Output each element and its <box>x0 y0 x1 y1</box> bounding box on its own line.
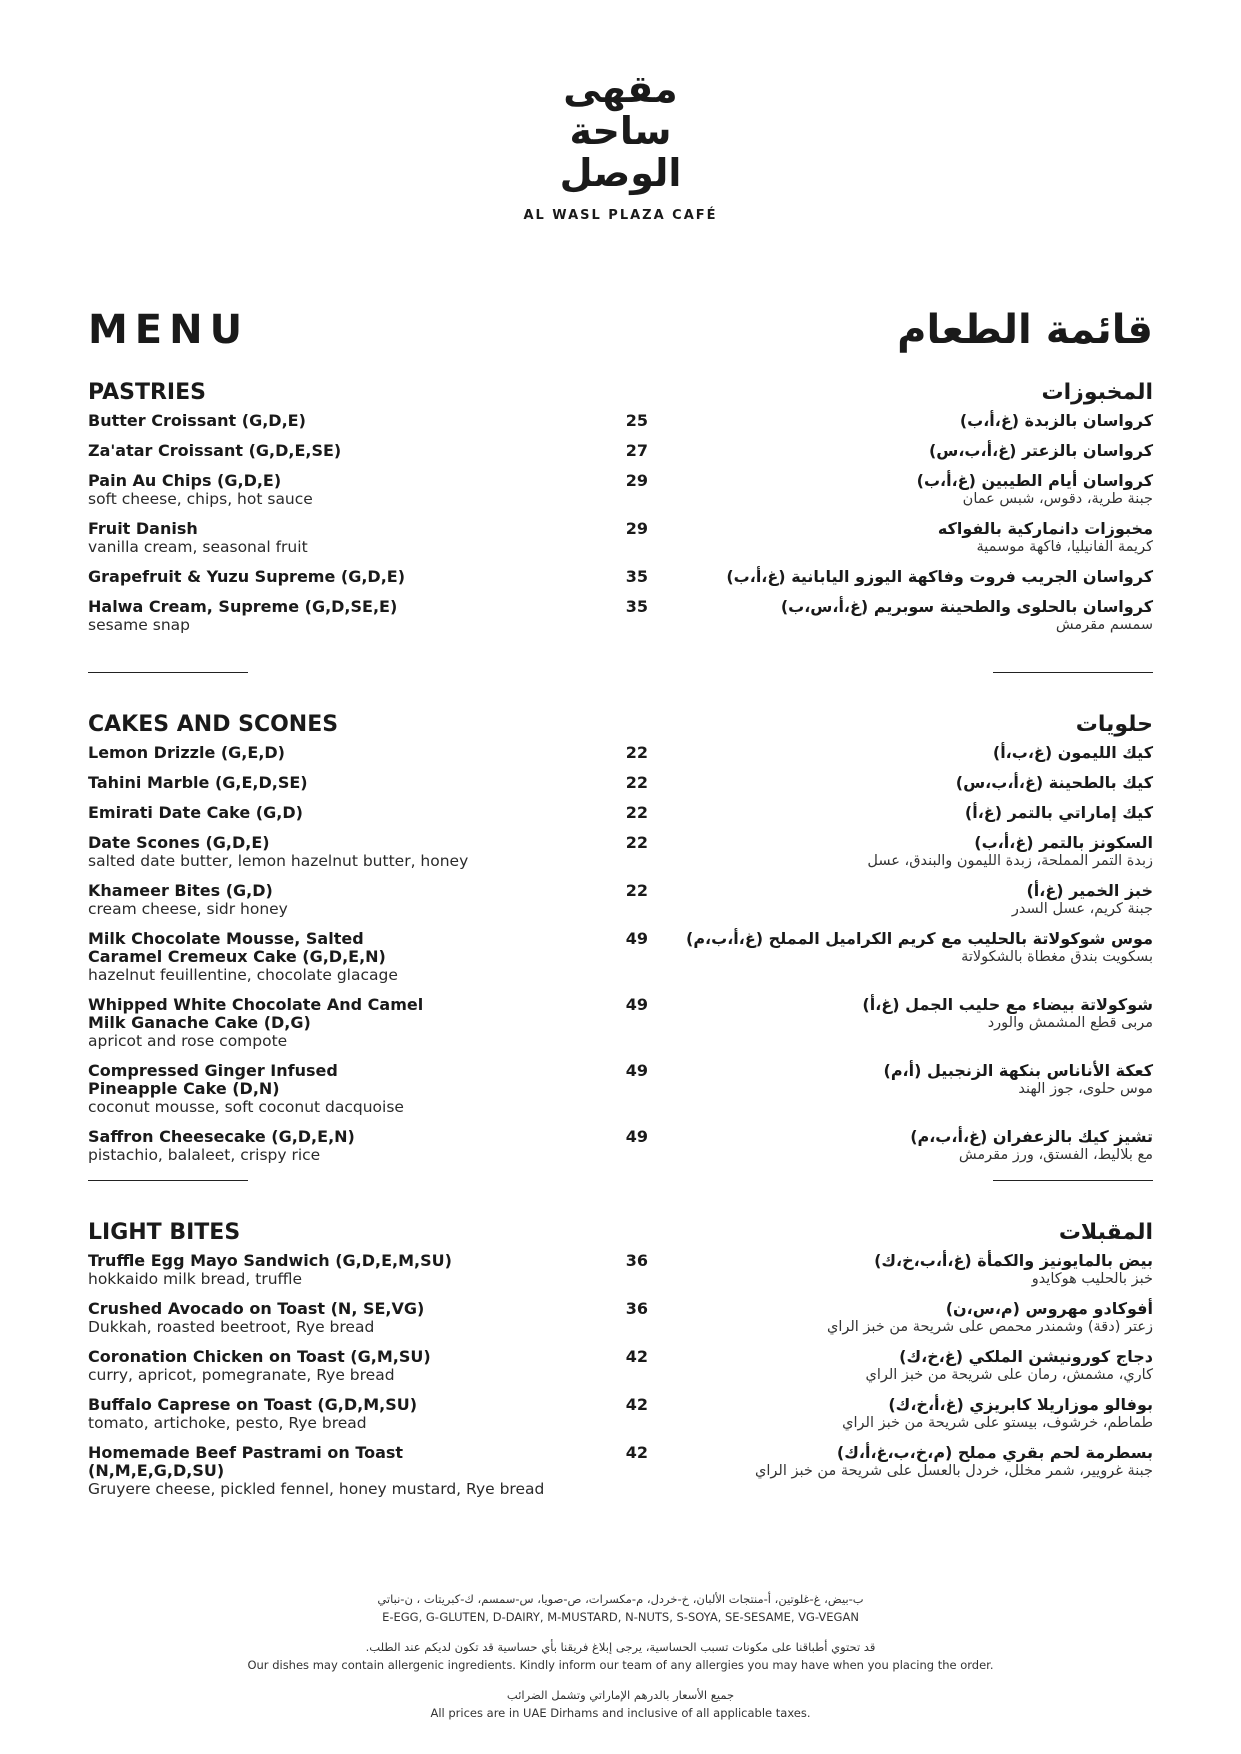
logo-english: AL WASL PLAZA CAFÉ <box>523 208 718 223</box>
item-name-arabic: بوفالو موزاريلا كابريزي (غ،أ،خ،ك) <box>888 1395 1153 1414</box>
menu-item <box>88 1396 648 1432</box>
item-description-english: Dukkah, roasted beetroot, Rye bread <box>88 1318 375 1336</box>
item-name-arabic: مخبوزات دانماركية بالفواكه <box>937 519 1153 538</box>
section-1-arabic <box>633 710 1153 1176</box>
allergen-key-arabic: ب-بيض، غ-غلوتين، أ-منتجات الألبان، خ-خردل، م-مكسرات، ص-صويا، س-سمسم، ك-كبريتات ، ن-نباتي <box>377 1592 864 1606</box>
item-description-english: Gruyere cheese, pickled fennel, honey mustard, Rye bread <box>88 1480 545 1498</box>
menu-item <box>88 996 648 1050</box>
item-price: 29 <box>625 519 648 538</box>
menu-item-arabic <box>633 1252 1153 1288</box>
section-2-english <box>88 1218 648 1510</box>
section-2-arabic <box>633 1218 1153 1510</box>
item-description-arabic: جبنة كريم، عسل السدر <box>1011 901 1153 917</box>
item-price: 22 <box>625 773 648 792</box>
section-divider-left <box>88 672 248 673</box>
item-name-arabic: كعكة الأناناس بنكهة الزنجبيل (أ،م) <box>883 1061 1153 1080</box>
item-name-english: Date Scones (G,D,E) <box>88 833 270 852</box>
item-name-arabic: بيض بالمايونيز والكمأة (غ،أ،ب،خ،ك) <box>874 1251 1153 1270</box>
item-description-english: curry, apricot, pomegranate, Rye bread <box>88 1366 395 1384</box>
logo-arabic-line-3: الوصل <box>559 151 682 195</box>
item-name-arabic: كرواسان بالزبدة (غ،أ،ب) <box>959 411 1153 430</box>
item-price: 22 <box>625 881 648 900</box>
item-name-arabic: شوكولاتة بيضاء مع حليب الجمل (غ،أ) <box>862 995 1153 1014</box>
item-name-english: Crushed Avocado on Toast (N, SE,VG) <box>88 1299 425 1318</box>
item-name-arabic: دجاج كورونيشن الملكي (غ،خ،ك) <box>899 1347 1153 1366</box>
item-price: 49 <box>625 929 648 948</box>
item-name-arabic: كرواسان بالحلوى والطحينة سوبريم (غ،أ،س،ب) <box>780 597 1153 616</box>
menu-item <box>88 1252 648 1288</box>
item-name-english: Coronation Chicken on Toast (G,M,SU) <box>88 1347 431 1366</box>
item-description-arabic: طماطم، خرشوف، بيستو على شريحة من خبز الراي <box>842 1415 1153 1431</box>
section-title-arabic: حلويات <box>1075 712 1153 737</box>
section-divider-right <box>993 672 1153 673</box>
cafe-logo <box>0 68 1241 223</box>
item-description-english: sesame snap <box>88 616 190 634</box>
section-title-arabic: المخبوزات <box>1041 380 1153 405</box>
item-description-english: soft cheese, chips, hot sauce <box>88 490 313 508</box>
item-price: 35 <box>625 597 648 616</box>
menu-item <box>88 472 648 508</box>
menu-item-arabic <box>633 412 1153 430</box>
item-name-english: Lemon Drizzle (G,E,D) <box>88 743 285 762</box>
section-divider-right <box>993 1180 1153 1181</box>
item-name-arabic: كيك الليمون (غ،ب،أ) <box>992 743 1153 762</box>
menu-item <box>88 1444 648 1498</box>
menu-item-arabic <box>633 442 1153 460</box>
menu-item <box>88 774 648 792</box>
menu-item <box>88 412 648 430</box>
item-description-english: hokkaido milk bread, truffle <box>88 1270 303 1288</box>
menu-item-arabic <box>633 598 1153 634</box>
item-price: 49 <box>625 1127 648 1146</box>
item-name-english: Tahini Marble (G,E,D,SE) <box>88 773 308 792</box>
item-name-english: Compressed Ginger Infused Pineapple Cake (D,N) <box>88 1061 338 1098</box>
section-title-english: PASTRIES <box>88 380 206 405</box>
item-name-arabic: خبز الخمير (غ،أ) <box>1026 881 1153 900</box>
menu-item <box>88 598 648 634</box>
menu-item-arabic <box>633 882 1153 918</box>
item-name-english: Emirati Date Cake (G,D) <box>88 803 303 822</box>
item-description-english: cream cheese, sidr honey <box>88 900 288 918</box>
item-description-english: hazelnut feuillentine, chocolate glacage <box>88 966 398 984</box>
item-description-english: apricot and rose compote <box>88 1032 288 1050</box>
item-name-english: Halwa Cream, Supreme (G,D,SE,E) <box>88 597 398 616</box>
menu-item <box>88 1062 648 1116</box>
menu-item <box>88 1300 648 1336</box>
item-price: 22 <box>625 743 648 762</box>
item-price: 42 <box>625 1347 648 1366</box>
item-name-english: Butter Croissant (G,D,E) <box>88 411 306 430</box>
menu-item-arabic <box>633 834 1153 870</box>
menu-item-arabic <box>633 1444 1153 1498</box>
section-title-arabic: المقبلات <box>1058 1220 1153 1245</box>
section-title-english: CAKES AND SCONES <box>88 712 339 737</box>
menu-title-english: MENU <box>88 307 250 353</box>
menu-item-arabic <box>633 472 1153 508</box>
item-name-english: Saffron Cheesecake (G,D,E,N) <box>88 1127 355 1146</box>
item-price: 42 <box>625 1443 648 1462</box>
prices-note-english: All prices are in UAE Dirhams and inclusive of all applicable taxes. <box>430 1706 811 1720</box>
menu-item-arabic <box>633 930 1153 984</box>
menu-item-arabic <box>633 1062 1153 1116</box>
item-description-arabic: بسكويت بندق مغطاة بالشكولاتة <box>961 949 1153 965</box>
item-description-arabic: زعتر (دقة) وشمندر محمص على شريحة من خبز الراي <box>826 1319 1153 1335</box>
item-description-arabic: كاري، مشمش، رمان على شريحة من خبز الراي <box>865 1367 1153 1383</box>
section-divider-left <box>88 1180 248 1181</box>
menu-item <box>88 930 648 984</box>
item-price: 22 <box>625 803 648 822</box>
item-description-arabic: جبنة طرية، دقوس، شبس عمان <box>962 491 1153 507</box>
item-description-arabic: مربى قطع المشمش والورد <box>987 1015 1153 1031</box>
item-price: 35 <box>625 567 648 586</box>
item-name-english: Homemade Beef Pastrami on Toast (N,M,E,G,D,SU) <box>88 1443 404 1480</box>
prices-note-arabic: جميع الأسعار بالدرهم الإماراتي وتشمل الضرائب <box>506 1688 735 1702</box>
item-name-english: Whipped White Chocolate And Camel Milk Ganache Cake (D,G) <box>88 995 424 1032</box>
item-description-arabic: كريمة الفانيليا، فاكهة موسمية <box>976 539 1153 555</box>
section-title-english: LIGHT BITES <box>88 1220 241 1245</box>
item-name-arabic: موس شوكولاتة بالحليب مع كريم الكراميل المملح (غ،أ،ب،م) <box>686 929 1153 948</box>
item-name-arabic: أفوكادو مهروس (م،س،ن) <box>945 1299 1153 1318</box>
menu-item <box>88 442 648 460</box>
menu-item <box>88 744 648 762</box>
item-name-english: Pain Au Chips (G,D,E) <box>88 471 282 490</box>
item-description-english: tomato, artichoke, pesto, Rye bread <box>88 1414 367 1432</box>
item-price: 27 <box>625 441 648 460</box>
item-name-arabic: كيك بالطحينة (غ،أ،ب،س) <box>955 773 1153 792</box>
menu-item <box>88 520 648 556</box>
menu-item-arabic <box>633 774 1153 792</box>
item-description-english: coconut mousse, soft coconut dacquoise <box>88 1098 404 1116</box>
item-price: 49 <box>625 1061 648 1080</box>
item-description-english: pistachio, balaleet, crispy rice <box>88 1146 321 1164</box>
menu-item-arabic <box>633 1396 1153 1432</box>
item-price: 42 <box>625 1395 648 1414</box>
item-name-english: Milk Chocolate Mousse, Salted Caramel Cremeux Cake (G,D,E,N) <box>88 929 386 966</box>
item-description-english: salted date butter, lemon hazelnut butter, honey <box>88 852 469 870</box>
item-name-english: Fruit Danish <box>88 519 198 538</box>
item-price: 49 <box>625 995 648 1014</box>
menu-title-arabic: قائمة الطعام <box>897 307 1153 353</box>
item-description-arabic: خبز بالحليب هوكايدو <box>1031 1271 1153 1287</box>
item-name-arabic: كيك إماراتي بالتمر (غ،أ) <box>964 803 1153 822</box>
item-price: 22 <box>625 833 648 852</box>
item-description-arabic: سمسم مقرمش <box>1055 617 1153 633</box>
menu-item-arabic <box>633 520 1153 556</box>
item-description-arabic: جبنة غرويير، شمر مخلل، خردل بالعسل على شريحة من خبز الراي <box>755 1463 1153 1479</box>
item-name-english: Buffalo Caprese on Toast (G,D,M,SU) <box>88 1395 418 1414</box>
item-description-arabic: زبدة التمر المملحة، زبدة الليمون والبندق، عسل <box>867 853 1153 869</box>
menu-item <box>88 568 648 586</box>
item-name-arabic: كرواسان بالزعتر (غ،أ،ب،س) <box>928 441 1153 460</box>
item-description-arabic: مع بلاليط، الفستق، ورز مقرمش <box>958 1147 1153 1163</box>
menu-item <box>88 1128 648 1164</box>
menu-item-arabic <box>633 996 1153 1050</box>
menu-item <box>88 834 648 870</box>
menu-item <box>88 882 648 918</box>
menu-item <box>88 804 648 822</box>
item-name-arabic: بسطرمة لحم بقري مملح (م،خ،ب،غ،أ،ك) <box>836 1443 1153 1462</box>
item-price: 29 <box>625 471 648 490</box>
section-1-english <box>88 710 648 1176</box>
item-name-arabic: كرواسان الجريب فروت وفاكهة اليوزو اليابانية (غ،أ،ب) <box>726 567 1153 586</box>
item-name-arabic: السكونز بالتمر (غ،أ،ب) <box>974 833 1153 852</box>
item-price: 36 <box>625 1251 648 1270</box>
item-name-english: Za'atar Croissant (G,D,E,SE) <box>88 441 342 460</box>
footer <box>0 1590 1241 1722</box>
menu-item-arabic <box>633 1300 1153 1336</box>
item-name-arabic: كرواسان أيام الطيبين (غ،أ،ب) <box>916 471 1153 490</box>
item-price: 25 <box>625 411 648 430</box>
logo-arabic-line-1: مقهى <box>563 67 678 111</box>
item-price: 36 <box>625 1299 648 1318</box>
menu-item-arabic <box>633 1128 1153 1164</box>
item-name-english: Khameer Bites (G,D) <box>88 881 273 900</box>
menu-item <box>88 1348 648 1384</box>
allergen-key-english: E-EGG, G-GLUTEN, D-DAIRY, M-MUSTARD, N-NUTS, S-SOYA, SE-SESAME, VG-VEGAN <box>382 1610 859 1624</box>
section-0-english <box>88 378 648 646</box>
allergy-note-arabic: قد تحتوي أطباقنا على مكونات تسبب الحساسية، يرجى إبلاغ فريقنا بأي حساسية قد تكون لديكم عند الطلب. <box>365 1640 876 1654</box>
menu-item-arabic <box>633 804 1153 822</box>
item-name-arabic: تشيز كيك بالزعفران (غ،أ،ب،م) <box>910 1127 1153 1146</box>
item-name-english: Grapefruit & Yuzu Supreme (G,D,E) <box>88 567 406 586</box>
item-name-english: Truffle Egg Mayo Sandwich (G,D,E,M,SU) <box>88 1251 452 1270</box>
allergy-note-english: Our dishes may contain allergenic ingredients. Kindly inform our team of any allergies you may have when you placing the order. <box>247 1658 994 1672</box>
section-0-arabic <box>633 378 1153 646</box>
menu-item-arabic <box>633 744 1153 762</box>
menu-item-arabic <box>633 568 1153 586</box>
logo-arabic-line-2: ساحة <box>569 109 672 153</box>
menu-item-arabic <box>633 1348 1153 1384</box>
item-description-english: vanilla cream, seasonal fruit <box>88 538 308 556</box>
item-description-arabic: موس حلوى، جوز الهند <box>1018 1081 1153 1097</box>
